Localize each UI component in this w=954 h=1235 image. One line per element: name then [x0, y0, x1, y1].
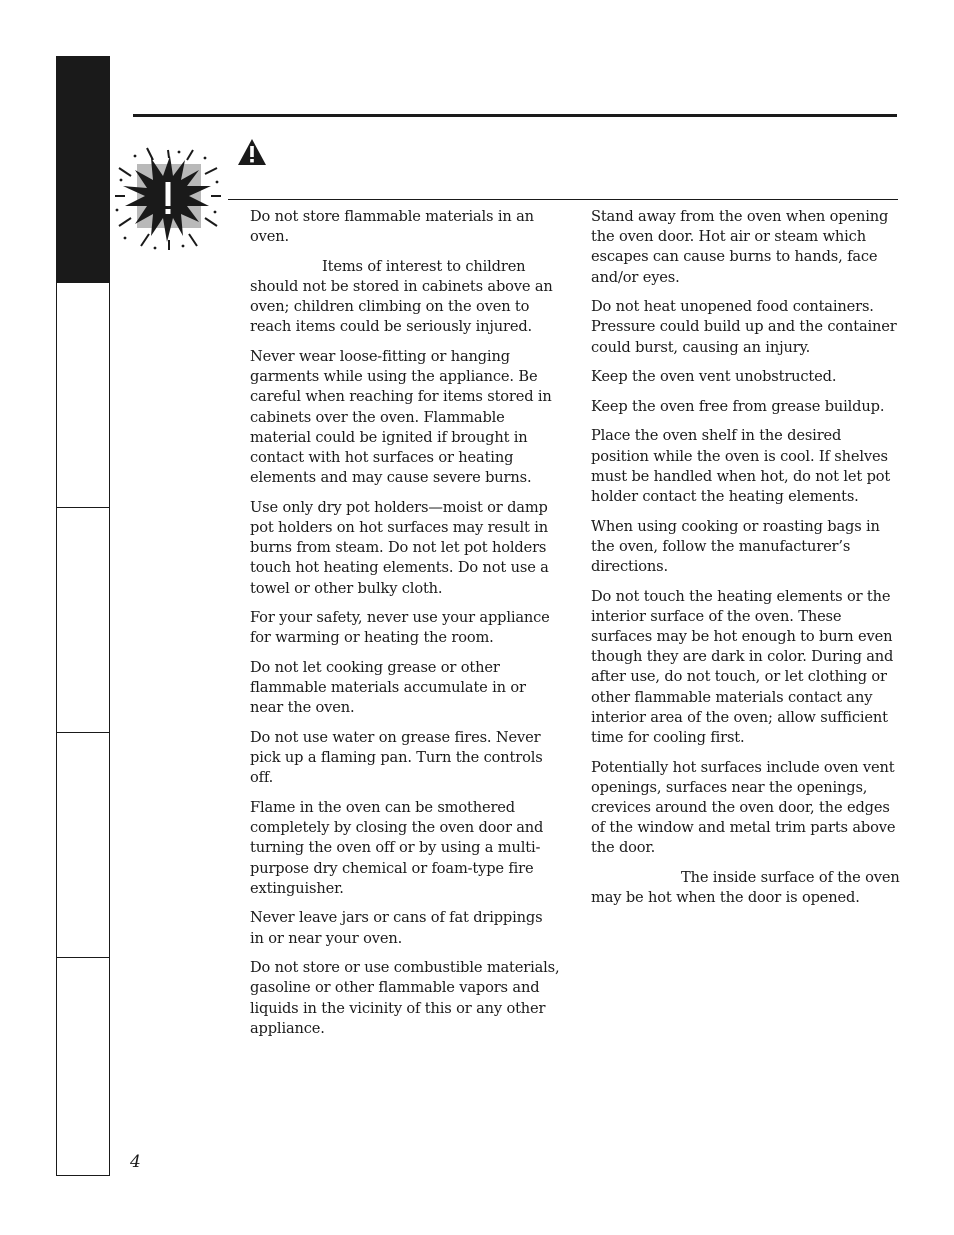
active-section-tab [57, 57, 109, 283]
safety-paragraph: Potentially hot surfaces include oven vent openings, surfaces near the openings, crevices around the oven door, the edges of the window and metal trim parts above the door. [591, 758, 896, 857]
tab-divider [57, 507, 109, 508]
safety-paragraph: Flame in the oven can be smothered completely by closing the oven door and turning the oven off or by using a multi-purpose dry chemical or foam-type fire extinguisher. [250, 799, 544, 897]
safety-paragraph: Do not store or use combustible materials, gasoline or other flammable vapors and liquids in the vicinity of this or any other appliance. [250, 959, 560, 1037]
exclamation-burst-icon [113, 146, 223, 252]
safety-paragraph: Place the oven shelf in the desired position while the oven is cool. If shelves must be handled when hot, do not let pot holder contact the heating elements. [591, 427, 891, 505]
safety-paragraph: Do not heat unopened food containers. Pressure could build up and the container could burst, causing an injury. [591, 298, 897, 356]
section-tab-column [56, 56, 110, 1176]
safety-paragraph: Stand away from the oven when opening the oven door. Hot air or steam which escapes can cause burns to hands, face and/or eyes. [591, 208, 889, 286]
page-number: 4 [130, 1152, 141, 1172]
safety-paragraph: When using cooking or roasting bags in the oven, follow the manufacturer’s directions. [591, 517, 880, 575]
right-text-column [591, 207, 903, 918]
safety-paragraph: Never leave jars or cans of fat drippings in or near your oven. [250, 909, 543, 947]
safety-paragraph: Items of interest to children should not be stored in cabinets above an oven; children climbing on the oven to reach items could be seriously injured. [250, 257, 553, 336]
safety-paragraph: The inside surface of the oven may be hot when the door is opened. [591, 869, 900, 907]
tab-divider [57, 957, 109, 958]
safety-paragraph: Keep the oven vent unobstructed. [591, 368, 837, 386]
safety-paragraph: Never wear loose-fitting or hanging garments while using the appliance. Be careful when reaching for items stored in cabinets over the oven. Flammable material could be ignited if brought in contact with hot surfaces or heating elements and may cause severe burns. [250, 348, 552, 487]
safety-paragraph: Do not use water on grease fires. Never pick up a flaming pan. Turn the controls off. [250, 729, 543, 787]
left-text-column [250, 207, 560, 1048]
safety-paragraph: Do not touch the heating elements or the interior surface of the oven. These surfaces may be hot enough to burn even though they are dark in color. During and after use, do not touch, or let clothing or other flammable materials contact any interior area of the oven; allow sufficient time for cooling first. [591, 587, 894, 747]
safety-paragraph: Do not let cooking grease or other flammable materials accumulate in or near the oven. [250, 659, 526, 717]
section-rule [228, 199, 898, 200]
safety-paragraph: For your safety, never use your appliance for warming or heating the room. [250, 609, 550, 647]
warning-triangle-icon [237, 138, 267, 166]
header-rule [133, 114, 897, 117]
safety-paragraph: Keep the oven free from grease buildup. [591, 397, 885, 415]
safety-paragraph: Use only dry pot holders—moist or damp pot holders on hot surfaces may result in burns from steam. Do not let pot holders touch hot heating elements. Do not use a towel or other bulky cloth. [250, 498, 549, 597]
safety-paragraph: Do not store flammable materials in an oven. [250, 208, 534, 246]
tab-divider [57, 732, 109, 733]
